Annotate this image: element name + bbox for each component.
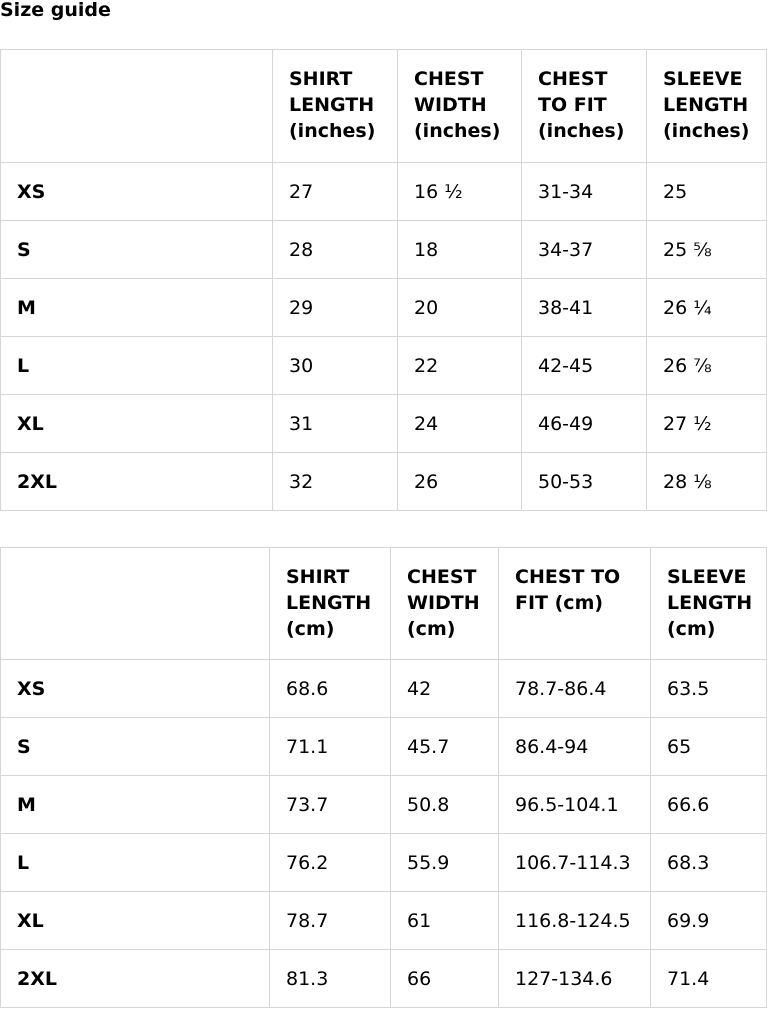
column-header-line: FIT (cm) [515,592,604,614]
table-header [1,548,767,660]
column-header [391,548,499,660]
header-row [1,548,767,660]
table-cell: 42-45 [522,337,647,395]
table-cell: 34-37 [522,221,647,279]
table-cell: 27 [273,163,398,221]
table-cell: 26 ⅞ [647,337,767,395]
table-cell: 73.7 [270,776,391,834]
table-cell: 28 ⅛ [647,453,767,511]
size-label: XL [1,395,273,453]
column-header-line: CHEST [407,566,477,588]
table-cell: 18 [398,221,522,279]
table-cell: 42 [391,660,499,718]
column-header-line: (inches) [414,120,501,142]
header-cell-size [1,548,270,660]
table-cell: 65 [651,718,767,776]
table-row [1,950,767,1008]
column-header-line: (cm) [667,618,716,640]
table-cell: 63.5 [651,660,767,718]
size-label: XS [1,660,270,718]
table-cell: 55.9 [391,834,499,892]
column-header-line: (cm) [286,618,335,640]
table-cell: 76.2 [270,834,391,892]
table-cell: 96.5-104.1 [499,776,651,834]
table-cell: 38-41 [522,279,647,337]
size-label: 2XL [1,453,273,511]
column-header-line: WIDTH [407,592,480,614]
table-cell: 29 [273,279,398,337]
column-header-line: WIDTH [414,94,487,116]
size-label: S [1,221,273,279]
table-row [1,221,767,279]
column-header-line: SLEEVE [667,566,747,588]
table-cell: 106.7-114.3 [499,834,651,892]
table-row [1,279,767,337]
table-cell: 71.4 [651,950,767,1008]
table-header [1,50,767,163]
column-header [499,548,651,660]
inches-size-table [0,49,767,511]
table-cell: 66.6 [651,776,767,834]
table-cell: 25 ⅝ [647,221,767,279]
table-cell: 16 ½ [398,163,522,221]
column-header-line: SHIRT [289,68,353,90]
table-cell: 127-134.6 [499,950,651,1008]
table-cell: 61 [391,892,499,950]
size-label: L [1,834,270,892]
size-label: XL [1,892,270,950]
page-title: Size guide [0,0,111,21]
table-cell: 78.7-86.4 [499,660,651,718]
column-header-line: LENGTH [663,94,749,116]
table-cell: 69.9 [651,892,767,950]
header-cell-size [1,50,273,163]
table-row [1,163,767,221]
table-cell: 68.3 [651,834,767,892]
table-body [1,163,767,511]
table-row [1,337,767,395]
table-cell: 22 [398,337,522,395]
table-cell: 86.4-94 [499,718,651,776]
table-cell: 26 ¼ [647,279,767,337]
table-cell: 78.7 [270,892,391,950]
table-cell: 71.1 [270,718,391,776]
table-cell: 28 [273,221,398,279]
column-header-line: TO FIT [538,94,607,116]
table-cell: 32 [273,453,398,511]
table-row [1,892,767,950]
table-cell: 50-53 [522,453,647,511]
table-cell: 27 ½ [647,395,767,453]
column-header-line: CHEST [538,68,608,90]
header-row [1,50,767,163]
table-cell: 31-34 [522,163,647,221]
size-label: M [1,279,273,337]
size-label: XS [1,163,273,221]
column-header [647,50,767,163]
column-header-line: LENGTH [286,592,372,614]
table-cell: 68.6 [270,660,391,718]
column-header [273,50,398,163]
table-cell: 24 [398,395,522,453]
column-header-line: LENGTH [289,94,375,116]
column-header-line: LENGTH [667,592,753,614]
column-header-line: CHEST TO [515,566,621,588]
column-header-line: SLEEVE [663,68,743,90]
column-header [522,50,647,163]
table-cell: 20 [398,279,522,337]
column-header-line: CHEST [414,68,484,90]
size-label: 2XL [1,950,270,1008]
table-row [1,776,767,834]
table-row [1,660,767,718]
table-cell: 46-49 [522,395,647,453]
column-header-line: (cm) [407,618,456,640]
table-cell: 81.3 [270,950,391,1008]
table-cell: 50.8 [391,776,499,834]
cm-size-table [0,547,767,1008]
column-header [651,548,767,660]
column-header-line: (inches) [663,120,750,142]
column-header-line: SHIRT [286,566,350,588]
table-cell: 25 [647,163,767,221]
table-cell: 31 [273,395,398,453]
column-header [398,50,522,163]
table-row [1,718,767,776]
table-row [1,395,767,453]
table-cell: 45.7 [391,718,499,776]
table-row [1,834,767,892]
size-label: S [1,718,270,776]
table-row [1,453,767,511]
table-cell: 30 [273,337,398,395]
table-body [1,660,767,1008]
column-header [270,548,391,660]
column-header-line: (inches) [289,120,376,142]
table-cell: 26 [398,453,522,511]
table-cell: 66 [391,950,499,1008]
table-cell: 116.8-124.5 [499,892,651,950]
column-header-line: (inches) [538,120,625,142]
size-label: L [1,337,273,395]
size-label: M [1,776,270,834]
